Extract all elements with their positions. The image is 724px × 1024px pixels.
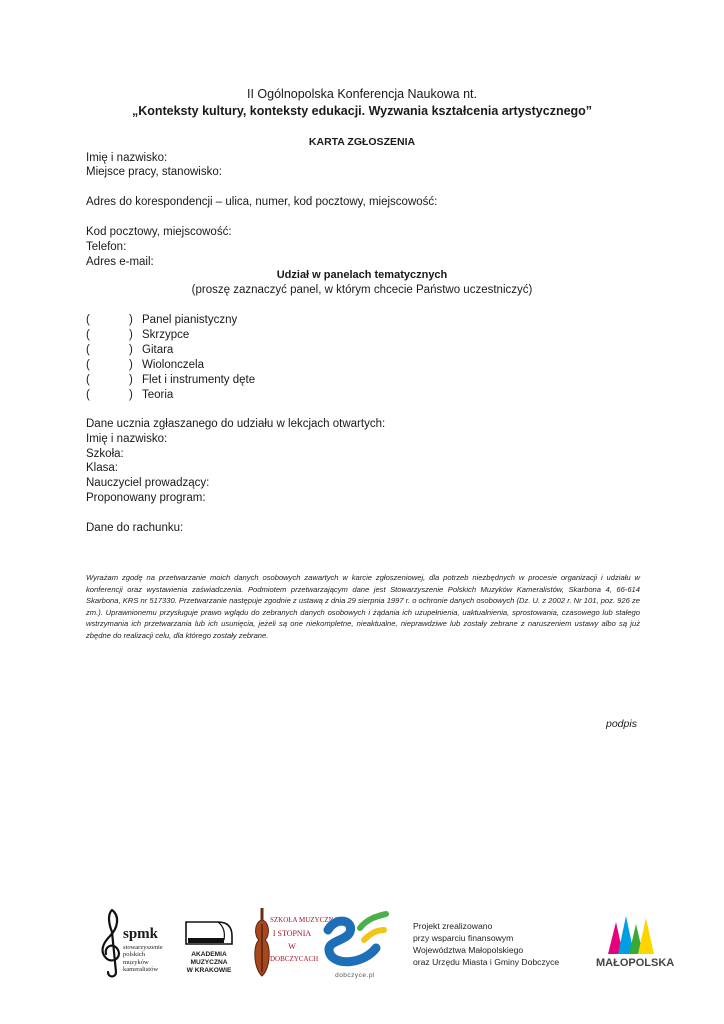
violin-icon — [252, 906, 272, 980]
student-name-field[interactable]: Imię i nazwisko: — [86, 433, 168, 445]
panels-title: Udział w panelach tematycznych — [276, 269, 448, 281]
panel-option-label: Skrzypce — [142, 329, 190, 341]
szkola-line: I STOPNIA — [272, 929, 312, 938]
project-line: Województwa Małopolskiego — [413, 945, 524, 955]
akademia-logo — [180, 918, 238, 980]
field-postal[interactable]: Kod pocztowy, miejscowość: — [86, 226, 232, 238]
panel-checkbox-open[interactable]: ( — [86, 314, 90, 326]
szkola-line: DOBCZYCACH — [270, 955, 319, 963]
conference-title: II Ogólnopolska Konferencja Naukowa nt. — [247, 87, 477, 101]
akademia-name — [180, 951, 238, 975]
panel-option-label: Wiolonczela — [142, 359, 204, 371]
student-class-field[interactable]: Klasa: — [86, 462, 118, 474]
panel-checkbox-close[interactable]: ) — [129, 344, 133, 356]
spmk-fullname — [123, 944, 163, 974]
malopolska-logo — [596, 914, 675, 974]
malopolska-name: MAŁOPOLSKA — [596, 957, 675, 969]
field-email[interactable]: Adres e-mail: — [86, 256, 154, 268]
project-line: Projekt zrealizowano — [413, 921, 493, 931]
conference-subtitle: „Konteksty kultury, konteksty edukacji. Wyzwania kształcenia artystycznego” — [131, 104, 593, 118]
dobczyce-logo — [320, 910, 390, 982]
treble-clef-icon — [96, 906, 126, 981]
panel-checkbox-open[interactable]: ( — [86, 344, 90, 356]
spmk-line: polskich — [123, 951, 146, 959]
spmk-line: stowarzyszenie — [123, 944, 163, 951]
panel-option-label: Gitara — [142, 344, 174, 356]
spmk-abbr: spmk — [123, 926, 159, 942]
spmk-logo — [96, 906, 176, 981]
szkola-name — [270, 914, 339, 966]
field-address[interactable]: Adres do korespondencji – ulica, numer, kod pocztowy, miejscowość: — [86, 196, 438, 208]
invoice-field[interactable]: Dane do rachunku: — [86, 522, 184, 534]
project-line: oraz Urzędu Miasta i Gminy Dobczyce — [413, 957, 560, 967]
panel-checkbox-close[interactable]: ) — [129, 359, 133, 371]
panel-checkbox-close[interactable]: ) — [129, 314, 133, 326]
panel-checkbox-close[interactable]: ) — [129, 389, 133, 401]
panel-option-label: Flet i instrumenty dęte — [142, 374, 256, 386]
panels-subtitle: (proszę zaznaczyć panel, w którym chcecie Państwo uczestniczyć) — [191, 284, 533, 296]
student-school-field[interactable]: Szkoła: — [86, 448, 124, 460]
akademia-line: AKADEMIA — [191, 951, 227, 958]
signature-label: podpis — [606, 718, 637, 730]
malopolska-m-icon — [596, 914, 666, 956]
field-name[interactable]: Imię i nazwisko: — [86, 152, 168, 164]
dobczyce-wave-icon — [320, 910, 390, 968]
piano-icon — [180, 918, 238, 950]
panel-checkbox-open[interactable]: ( — [86, 329, 90, 341]
panel-checkbox-open[interactable]: ( — [86, 359, 90, 371]
panel-checkbox-close[interactable]: ) — [129, 374, 133, 386]
akademia-line: W KRAKOWIE — [186, 967, 232, 974]
student-heading: Dane ucznia zgłaszanego do udziału w lekcjach otwartych: — [86, 418, 386, 430]
consent-text: Wyrażam zgodę na przetwarzanie moich danych osobowych zawartych w karcie zgłoszeniowej, dla potrzeb niezbędnych w procesie organizacji i udziału w konferencji oraz wystawienia zaświadczenia. Podmiotem przetwarzającym dane jest Stowarzyszenie Polskich Muzyków Kameralistów, Skarbona 4, 66-614 Skarbona, KRS nr 517330. Przetwarzanie następuje zgodnie z ustawą z dnia 29 sierpnia 1997 r. o ochronie danych osobowych (Dz. U. z 2002 r. Nr 101, poz. 926 ze zm.). Uprawnionemu przysługuje prawo wglądu do zebranych danych osobowych i żądania ich uzupełnienia, uaktualnienia, sprostowania, czasowego lub stałego wstrzymania ich przetwarzania lub ich usunięcia, jeżeli są one niekompletne, nieaktualne, nieprawdziwe lub zostały zebrane z naruszeniem ustawy albo są już zbędne do realizacji celu, dla którego zostały zebrane. — [86, 573, 640, 640]
form-title: KARTA ZGŁOSZENIA — [308, 136, 416, 148]
field-workplace[interactable]: Miejsce pracy, stanowisko: — [86, 166, 222, 178]
panel-checkbox-open[interactable]: ( — [86, 389, 90, 401]
spmk-line: muzyków — [123, 958, 149, 966]
panel-checkbox-open[interactable]: ( — [86, 374, 90, 386]
student-teacher-field[interactable]: Nauczyciel prowadzący: — [86, 477, 210, 489]
field-phone[interactable]: Telefon: — [86, 241, 127, 253]
panel-option-label: Teoria — [142, 389, 174, 401]
panel-option-label: Panel pianistyczny — [142, 314, 238, 326]
szkola-logo — [252, 906, 339, 980]
dobczyce-url: dobczyce.pl — [335, 972, 375, 979]
spmk-line: kameralistów — [123, 966, 159, 974]
szkola-line: SZKOŁA MUZYCZNA — [270, 916, 339, 924]
akademia-line: MUZYCZNA — [190, 959, 228, 966]
panel-checkbox-close[interactable]: ) — [129, 329, 133, 341]
student-program-field[interactable]: Proponowany program: — [86, 492, 206, 504]
project-line: przy wsparciu finansowym — [413, 933, 514, 943]
project-info — [413, 920, 559, 968]
szkola-line: W — [288, 942, 296, 951]
